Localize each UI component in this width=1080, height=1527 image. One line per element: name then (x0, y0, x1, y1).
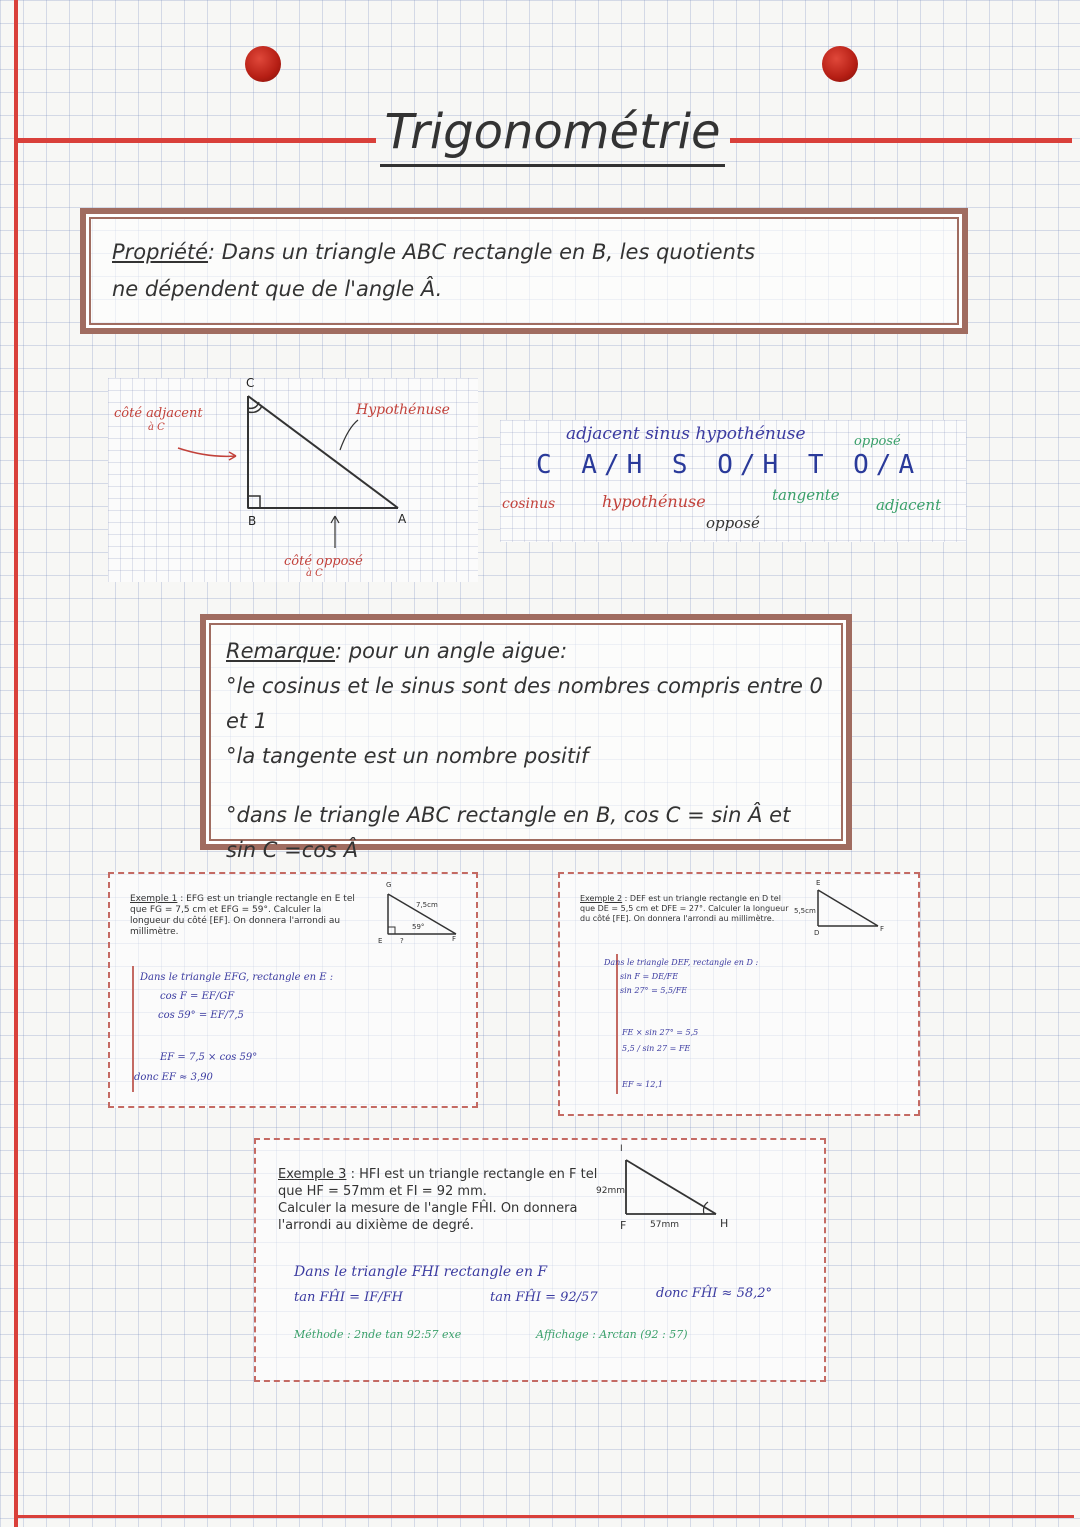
exemple3-line1: : HFI est un triangle rectangle en F tel (346, 1167, 598, 1182)
exemple1-sol1: Dans le triangle EFG, rectangle en E : (140, 972, 334, 983)
exemple2-sol4: FE × sin 27° = 5,5 (622, 1028, 699, 1037)
exemple2-sol3: sin 27° = 5,5/FE (620, 986, 688, 995)
exemple1-fig-e: E (378, 937, 383, 945)
title-rule-right (730, 138, 1072, 143)
binder-hole-right (822, 46, 858, 82)
remarque-point3b: sin C =cos Â (226, 838, 359, 862)
exemple3-line4: l'arrondi au dixième de degré. (278, 1218, 474, 1233)
vertex-b: B (248, 514, 257, 528)
cah-top-words: adjacent sinus hypothénuse (566, 424, 806, 444)
exemple1-fig-q: ? (400, 937, 404, 945)
remarque-point3a: °dans le triangle ABC rectangle en B, cos C = sin Â et (226, 803, 791, 827)
exemple3-line3: Calculer la mesure de l'angle FĤI. On donnera (278, 1201, 578, 1216)
exemple1-solution (140, 968, 333, 1063)
exemple3-sol5: Méthode : 2nde tan 92:57 exe (294, 1328, 462, 1341)
propriete-box (80, 208, 968, 334)
exemple1-text: : EFG est un triangle rectangle en E tel que FG = 7,5 cm et EFG = 59°. Calculer la longueur du côté [EF]. On donnera l'arrondi au millimètre. (130, 894, 355, 937)
propriete-text (112, 234, 755, 308)
vertex-a: A (398, 512, 407, 526)
cah-letters: C A/H S O/H T O/A (536, 450, 922, 480)
cah-oppose-bottom: opposé (706, 514, 760, 532)
exemple1-fig-len: 7,5cm (416, 901, 438, 909)
oppose-label: côté opposé (284, 554, 363, 569)
exemple2-statement (580, 894, 796, 924)
remarque-point1: °le cosinus et le sinus sont des nombres compris entre 0 et 1 (226, 674, 823, 733)
vertex-c: C (246, 376, 255, 390)
exemple1-sol4: EF = 7,5 × cos 59° (160, 1052, 258, 1063)
remarque-intro: : pour un angle aigue: (335, 639, 568, 663)
hypotenuse-label: Hypothénuse (356, 402, 450, 418)
exemple1-sol5: donc EF ≈ 3,90 (134, 1072, 213, 1083)
remarque-point2: °la tangente est un nombre positif (226, 744, 589, 768)
cah-adjacent: adjacent (876, 496, 942, 514)
cah-tangente: tangente (772, 486, 840, 504)
exemple3-label: Exemple 3 (278, 1167, 347, 1182)
cah-hypothenuse: hypothénuse (602, 492, 706, 511)
exemple2-sol6: EF ≈ 12,1 (622, 1080, 663, 1089)
exemple3-sol1: Dans le triangle FHI rectangle en F (294, 1264, 548, 1280)
exemple2-fig-e: E (816, 879, 821, 887)
exemple3-sol3: tan FĤI = 92/57 (490, 1290, 598, 1305)
exemple3-statement (278, 1166, 597, 1234)
exemple3-fig-h: H (720, 1217, 729, 1230)
triangle-diagram (108, 378, 478, 582)
page-title: Trigonométrie (380, 100, 725, 167)
exemple3-sol6: Affichage : Arctan (92 : 57) (536, 1328, 688, 1341)
oppose-sub: à C (306, 568, 323, 579)
remarque-text (226, 634, 846, 868)
exemple3-line2: que HF = 57mm et FI = 92 mm. (278, 1184, 487, 1199)
exemple1-sol3: cos 59° = EF/7,5 (158, 1010, 244, 1021)
exemple2-figure (810, 886, 890, 936)
exemple3-fig-f: F (620, 1219, 627, 1232)
exemple1-statement (130, 894, 358, 938)
remarque-box (200, 614, 852, 862)
exemple2-text: : DEF est un triangle rectangle en D tel que DE = 5,5 cm et DFE = 27°. Calculer la longueur du côté [FE]. On donnera l'arrondi au millimètre. (580, 894, 789, 923)
exemple1-fig-f: F (452, 935, 457, 943)
margin-line (14, 0, 18, 1527)
adjacent-sub: à C (148, 422, 165, 433)
exemple1-box (108, 872, 478, 1108)
cah-soh-toa (500, 420, 966, 542)
exemple3-box (254, 1138, 826, 1382)
exemple2-box (558, 872, 920, 1116)
exemple1-fig-angle: 59° (412, 923, 425, 931)
exemple2-sol1: Dans le triangle DEF, rectangle en D : (604, 958, 759, 967)
propriete-label: Propriété (112, 240, 209, 264)
exemple2-solution (604, 956, 758, 998)
title-rule-left (18, 138, 376, 143)
binder-hole-left (245, 46, 281, 82)
exemple1-sol2: cos F = EF/GF (160, 991, 235, 1002)
cah-cosinus: cosinus (502, 496, 556, 512)
bottom-line (14, 1515, 1074, 1518)
exemple2-sol5: 5,5 / sin 27 = FE (622, 1044, 691, 1053)
exemple3-figure (618, 1154, 728, 1224)
propriete-line1: : Dans un triangle ABC rectangle en B, les quotients (208, 240, 756, 264)
exemple2-fig-len: 5,5cm (794, 907, 816, 915)
exemple3-sol4: donc FĤI ≈ 58,2° (656, 1286, 773, 1301)
exemple3-sol2: tan FĤI = IF/FH (294, 1290, 404, 1305)
exemple3-fig-fh: 57mm (650, 1220, 679, 1230)
exemple3-fig-fi: 92mm (596, 1186, 625, 1196)
exemple3-fig-i: I (620, 1144, 623, 1154)
remarque-label: Remarque (226, 639, 336, 663)
adjacent-label: côté adjacent (114, 406, 203, 421)
cah-oppose-top: opposé (854, 434, 901, 449)
exemple2-label: Exemple 2 (580, 894, 623, 903)
exemple1-label: Exemple 1 (130, 894, 178, 904)
exemple2-fig-f: F (880, 925, 885, 933)
exemple1-fig-g: G (386, 881, 392, 889)
exemple2-sol2: sin F = DE/FE (620, 972, 679, 981)
exemple2-fig-d: D (814, 929, 820, 937)
propriete-line2: ne dépendent que de l'angle Â. (112, 277, 443, 301)
